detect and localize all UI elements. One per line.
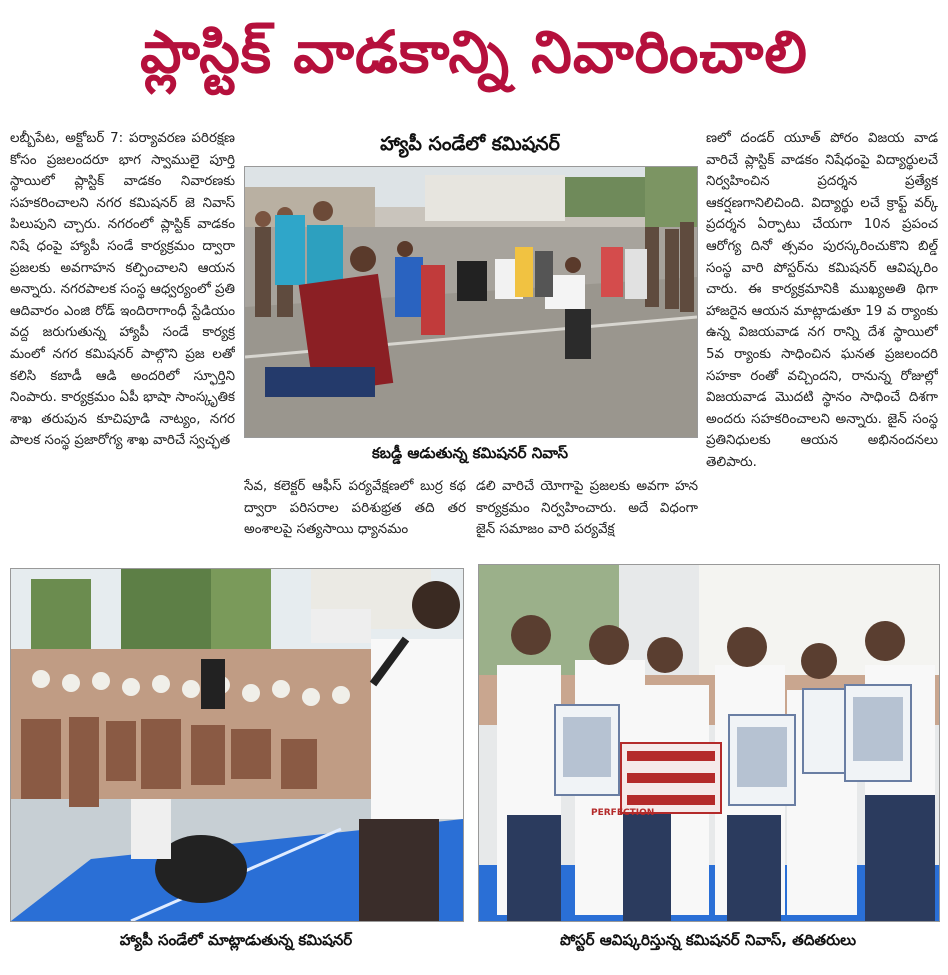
headline: ప్లాస్టిక్ వాడకాన్ని నివారించాలి xyxy=(140,17,808,86)
kabaddi-caption: కబడ్డీ ఆడుతున్న కమిషనర్ నివాస్ xyxy=(371,444,569,462)
speech-photo xyxy=(10,568,464,922)
poster-caption: పోస్టర్ ఆవిష్కరిస్తున్న కమిషనర్ నివాస్, తదితరులు xyxy=(559,931,857,949)
kabaddi-photo xyxy=(244,166,698,438)
article-column-left: లబ్బీపేట, అక్టోబర్ 7: పర్యావరణ పరిరక్షణ కోసం ప్రజలందరూ భాగ స్వాములై పూర్తి స్థాయిలో ప్లాస్టిక్ వాడకం నివారణకు సహకరించాలని నగర కమిషనర్ జె నివాస్ పిలుపుని చ్చారు. నగరంలో ప్లాస్టిక్ వాడకం నిషే ధంపై హ్యాపీ సండే కార్యక్రమం ద్వారా ప్రజలకు అవగాహన కల్పించాలని ఆయన అన్నారు. నగరపాలక సంస్థ ఆధ్వర్యంలో ప్రతి ఆదివారం ఎంజి రోడ్ ఇందిరాగాంధీ స్టేడియం వద్ద జరుగుతున్న హ్యాపీ సండే కార్యక్ర మంలో నగర కమిషనర్ పాల్గొని ప్రజ లతో కలిసి కబాడీ ఆడి అందరిలో స్ఫూర్తిని నింపారు. కార్యక్రమం ఏపీ భాషా సాంస్కృతిక శాఖ తరుపున కూచిపూడి నాట్యం, నగర పాలక సంస్థ ప్రజారోగ్య శాఖ వారిచే స్వచ్ఛత xyxy=(10,131,235,449)
poster-print-text: PERFECTION xyxy=(591,808,655,818)
subheading: హ్యాపీ సండేలో కమిషనర్ xyxy=(380,132,560,155)
article-column-right: ణలో దండర్ యూత్ పోరం విజయ వాడ వారిచే ప్లాస్టిక్ వాడకం నిషేధంపై విద్యార్థులచే నిర్వహించిన ప్రదర్శన ప్రత్యేక ఆకర్షణగానిలిచింది. విద్యార్థు లచే క్రాఫ్ట్ వర్క్ ప్రదర్శన ఏర్పాటు చేయగా 10న ప్రపంచ ఆరోగ్య దినో త్సవం పురస్కరించుకొని బిల్డ్ సంస్థ వారి పోస్టర్‌ను కమిషనర్ ఆవిష్కరిం చారు. ఈ కార్యక్రమానికి ముఖ్యఅతి థిగా హాజరైన ఆయన మాట్లాడుతూ 19 వ ర్యాంకు ఉన్న విజయవాడ నగ రాన్ని దేశ స్థాయిలో 5వ ర్యాంకు సాధించిన ఘనత ప్రజలందరి సహకా రంతో వచ్చిందని, రానున్న రోజుల్లో విజయవాడ మొదటి స్థానం సాధించే దిశగా అందరు సహకరించాలని అన్నారు. జైన్ సంస్థ ప్రతినిధులకు ఆయన అభినందనలు తెలిపారు. xyxy=(706,131,938,470)
article-column-mid-2: డలి వారిచే యోగాపై ప్రజలకు అవగా హన కార్యక్రమం నిర్వహించారు. అదే విధంగా జైన్ సమాజం వారి పర్యవేక్ష xyxy=(476,479,698,538)
article-column-mid-1: సేవ, కలెక్టర్ ఆఫీస్ పర్యవేక్షణలో బుర్ర కథ ద్వారా పరిసరాల పరిశుభ్రత తది తర అంశాలపై సత్యసాయి ధ్యానమం xyxy=(244,479,466,538)
poster-photo xyxy=(478,564,940,922)
speech-caption: హ్యాపీ సండేలో మాట్లాడుతున్న కమిషనర్ xyxy=(119,931,353,949)
